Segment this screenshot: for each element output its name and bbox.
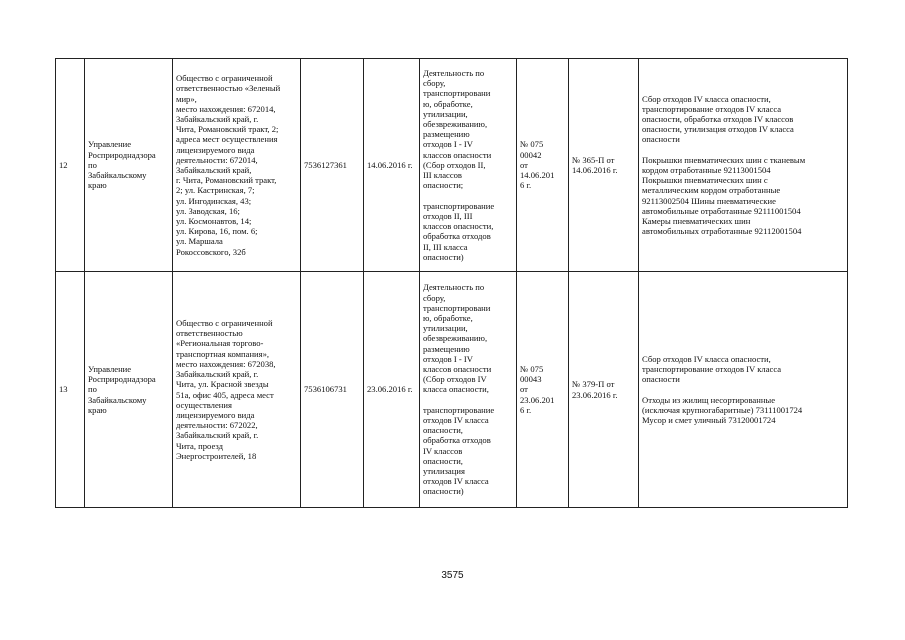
inn-cell: 7536127361 (301, 59, 364, 272)
activity-cell: Деятельность по сбору, транспортировани ю, обработке, утилизации, обезвреживанию, размещению отходов I - IV классов опасности (Сбор отходов IV класса опасности, транспортирование отходов IV класса опасности, обработка отходов IV классов опасности, утилизация отходов IV класса опасности) (420, 272, 517, 508)
waste-cell: Сбор отходов IV класса опасности, транспортирование отходов IV класса опасности, обработка отходов IV классов опасности, утилизация отходов IV класса опасности Покрышки пневматических шин с тканевым кордом отработанные 92113001504 Покрышки пневматических шин с металлическим кордом отработанные 92113002504 Шины пневматические автомобильные отработанные 92111001504 Камеры пневматических шин автомобильных отработанные 92112001504 (639, 59, 848, 272)
waste-cell: Сбор отходов IV класса опасности, транспортирование отходов IV класса опасности Отходы из жилищ несортированные (исключая крупногабаритные) 73111001724 Мусор и смет уличный 73120001724 (639, 272, 848, 508)
license-cell: № 075 00042 от 14.06.201 6 г. (517, 59, 569, 272)
date-cell: 14.06.2016 г. (364, 59, 420, 272)
license-cell: № 075 00043 от 23.06.201 6 г. (517, 272, 569, 508)
table-row (56, 59, 848, 272)
inn-cell: 7536106731 (301, 272, 364, 508)
organization-cell: Общество с ограниченной ответственностью «Зеленый мир», место нахождения: 672014, Забайкальский край, г. Чита, Романовский тракт, 2; адреса мест осуществления лицензируемого вида деятельности: 672014, Забайкальский край, г. Чита, Романовский тракт, 2; ул. Кастринская, 7; ул. Ингодинская, 43; ул. Заводская, 16; ул. Космонавтов, 14; ул. Кирова, 16, пом. 6; ул. Маршала Рокоссовского, 32б (173, 59, 301, 272)
order-cell: № 365-П от 14.06.2016 г. (569, 59, 639, 272)
organization-cell: Общество с ограниченной ответственностью «Региональная торгово- транспортная компания», место нахождения: 672038, Забайкальский край, г. Чита, ул. Красной звезды 51а, офис 405, адреса мест осуществления лицензируемого вида деятельности: 672022, Забайкальский край, г. Чита, проезд Энергостроителей, 18 (173, 272, 301, 508)
activity-cell: Деятельность по сбору, транспортировани ю, обработке, утилизации, обезвреживанию, размещению отходов I - IV классов опасности (Сбор отходов II, III классов опасности; транспортирование отходов II, III классов опасности, обработка отходов II, III класса опасности) (420, 59, 517, 272)
date-cell: 23.06.2016 г. (364, 272, 420, 508)
authority-cell: Управление Росприроднадзора по Забайкальскому краю (85, 59, 173, 272)
order-cell: № 379-П от 23.06.2016 г. (569, 272, 639, 508)
authority-cell: Управление Росприроднадзора по Забайкальскому краю (85, 272, 173, 508)
license-register-table (55, 58, 848, 508)
row-number: 12 (56, 59, 85, 272)
page-number: 3575 (441, 570, 464, 581)
table-row (56, 272, 848, 508)
row-number: 13 (56, 272, 85, 508)
